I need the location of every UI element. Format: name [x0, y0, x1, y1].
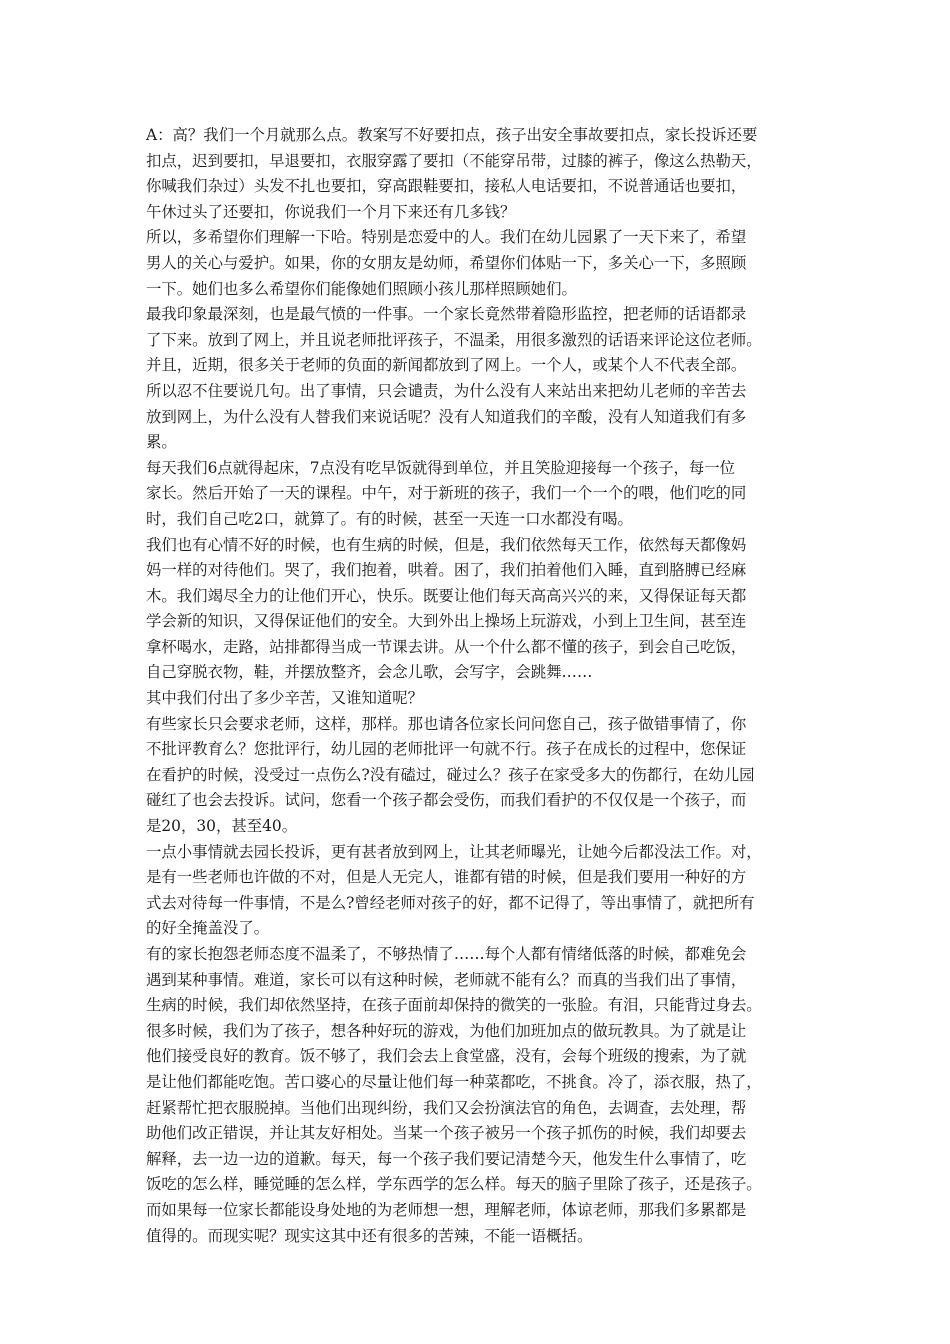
- text-line: 有的家长抱怨老师态度不温柔了，不够热情了……每个人都有情绪低落的时候，都难免会: [146, 945, 747, 963]
- text-line: 而如果每一位家长都能设身处地的为老师想一想，理解老师，体谅老师，那我们多累都是: [146, 1200, 747, 1219]
- text-line: 其中我们付出了多少辛苦，又谁知道呢？: [146, 689, 424, 708]
- text-line: 在看护的时候，没受过一点伤么?没有磕过，碰过么？孩子在家受多大的伤都行，在幼儿园: [146, 765, 755, 784]
- text-line: 是20，30，甚至40。: [146, 817, 298, 836]
- text-line: 学会新的知识，又得保证他们的安全。大到外出上操场上玩游戏，小到上卫生间，甚至连: [146, 612, 747, 631]
- text-line: 并且，近期，很多关于老师的负面的新闻都放到了网上。一个人，或某个人不代表全部。: [146, 356, 747, 375]
- text-line: 不批评教育么？您批评行，幼儿园的老师批评一句就不行。孩子在成长的过程中，您保证: [146, 740, 747, 759]
- text-line: 男人的关心与爱护。如果，你的女朋友是幼师，希望你们体贴一下，多关心一下，多照顾: [146, 253, 747, 272]
- text-line: 午休过头了还要扣，你说我们一个月下来还有几多钱？: [146, 202, 516, 221]
- text-line: 很多时候，我们为了孩子，想各种好玩的游戏，为他们加班加点的做玩教具。为了就是让: [146, 1021, 747, 1040]
- text-line: 式去对待每一件事情，不是么?曾经老师对孩子的好，都不记得了，等出事情了，就把所有: [146, 893, 755, 912]
- text-line: 放到网上，为什么没有人替我们来说话呢？没有人知道我们的辛酸，没有人知道我们有多: [146, 407, 747, 426]
- text-line: 是有一些老师也许做的不对，但是人无完人，谁都有错的时候，但是我们要用一种好的方: [146, 868, 747, 887]
- text-line: 生病的时候，我们却依然坚持，在孩子面前却保持的微笑的一张脸。有泪，只能背过身去。: [146, 996, 762, 1015]
- text-line: 我们也有心情不好的时候，也有生病的时候，但是，我们依然每天工作，依然每天都像妈: [146, 535, 747, 554]
- text-line: 所以，多希望你们理解一下哈。特别是恋爱中的人。我们在幼儿园累了一天下来了，希望: [146, 228, 747, 247]
- text-line: A：高？我们一个月就那么点。教案写不好要扣点，孩子出安全事故要扣点，家长投诉还要: [146, 126, 758, 144]
- text-line: 一下。她们也多么希望你们能像她们照顾小孩儿那样照顾她们。: [146, 279, 577, 298]
- text-line: 他们接受良好的教育。饭不够了，我们会去上食堂盛，没有，会每个班级的搜索，为了就: [146, 1047, 747, 1066]
- text-line: 遇到某种事情。难道，家长可以有这种时候，老师就不能有么？而真的当我们出了事情，: [146, 970, 747, 989]
- text-line: 木。我们竭尽全力的让他们开心，快乐。既要让他们每天高高兴兴的来，又得保证每天都: [146, 586, 747, 605]
- text-line: 一点小事情就去园长投诉，更有甚者放到网上，让其老师曝光，让她今后都没法工作。对，: [146, 842, 762, 861]
- text-line: 饭吃的怎么样，睡觉睡的怎么样，学东西学的怎么样。每天的脑子里除了孩子，还是孩子。: [146, 1175, 762, 1194]
- text-line: 每天我们6点就得起床，7点没有吃早饭就得到单位，并且笑脸迎接每一个孩子，每一位: [146, 458, 736, 477]
- text-line: 所以忍不住要说几句。出了事情，只会谴责，为什么没有人来站出来把幼儿老师的辛苦去: [146, 381, 747, 400]
- text-line: 拿杯喝水，走路，站排都得当成一节课去讲。从一个什么都不懂的孩子，到会自己吃饭，: [146, 637, 747, 656]
- text-line: 赶紧帮忙把衣服脱掉。当他们出现纠纷，我们又会扮演法官的角色，去调查，去处理，帮: [146, 1098, 747, 1117]
- text-line: 妈一样的对待他们。哭了，我们抱着，哄着。困了，我们拍着他们入睡，直到胳膊已经麻: [146, 561, 747, 580]
- text-line: 解释，去一边一边的道歉。每天，每一个孩子我们要记清楚今天，他发生什么事情了，吃: [146, 1149, 747, 1168]
- text-line: 累。: [146, 433, 177, 452]
- text-line: 有些家长只会要求老师，这样，那样。那也请各位家长问问您自己，孩子做错事情了，你: [146, 714, 747, 733]
- text-line: 值得的。而现实呢？现实这其中还有很多的苦辣，不能一语概括。: [146, 1226, 593, 1245]
- text-line: 是让他们都能吃饱。苦口婆心的尽量让他们每一种菜都吃，不挑食。冷了，添衣服，热了，: [146, 1072, 762, 1091]
- text-line: 碰红了也会去投诉。试问，您看一个孩子都会受伤，而我们看护的不仅仅是一个孩子，而: [146, 791, 747, 810]
- text-line: 时，我们自己吃2口，就算了。有的时候，甚至一天连一口水都没有喝。: [146, 509, 633, 528]
- text-line: 扣点，迟到要扣，早退要扣，衣服穿露了要扣（不能穿吊带，过膝的裤子，像这么热勒天，: [146, 151, 762, 170]
- text-line: 你喊我们杂过）头发不扎也要扣，穿高跟鞋要扣，接私人电话要扣，不说普通话也要扣，: [146, 177, 747, 196]
- document-body: [146, 123, 812, 1249]
- text-line: 的好全掩盖没了。: [146, 919, 270, 938]
- text-line: 最我印象最深刻，也是最气愤的一件事。一个家长竟然带着隐形监控，把老师的话语都录: [146, 305, 747, 324]
- text-line: 了下来。放到了网上，并且说老师批评孩子，不温柔，用很多激烈的话语来评论这位老师。: [146, 330, 762, 349]
- text-line: 家长。然后开始了一天的课程。中午，对于新班的孩子，我们一个一个的喂，他们吃的同: [146, 484, 747, 503]
- text-line: 自己穿脱衣物，鞋，并摆放整齐，会念儿歌，会写字，会跳舞……: [146, 663, 593, 682]
- text-line: 助他们改正错误，并让其友好相处。当某一个孩子被另一个孩子抓伤的时候，我们却要去: [146, 1124, 747, 1143]
